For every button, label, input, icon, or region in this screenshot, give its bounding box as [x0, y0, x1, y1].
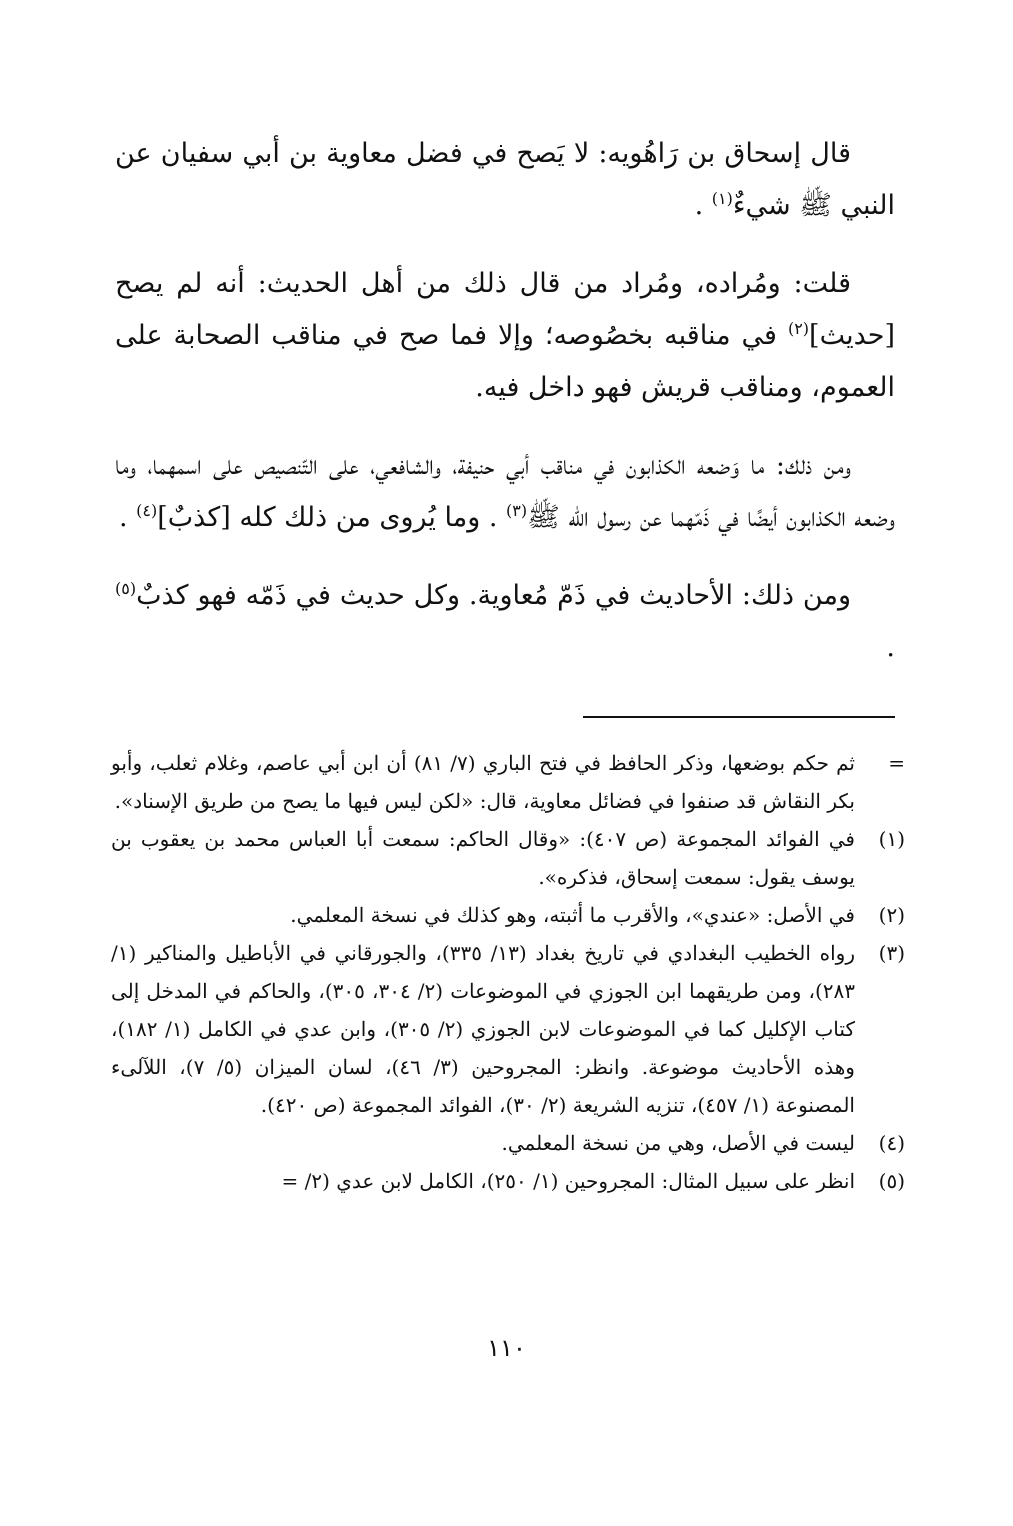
footnote-1 — [111, 820, 905, 896]
footnote-text: في الفوائد المجموعة (ص ٤٠٧): «وقال الحاكم: سمعت أبا العباس محمد بن يعقوب بن يوسف يقول: سمعت إسحاق، فذكره». — [111, 827, 855, 889]
p4-text: ومن ذلك: الأحاديث في ذَمّ مُعاوية. وكل حديث في ذَمّه فهو كذبٌ — [136, 580, 851, 611]
footnote-text: رواه الخطيب البغدادي في تاريخ بغداد (١٣/ ٣٣٥)، والجورقاني في الأباطيل والمناكير (١/ ٢٨٣)، ومن طريقهما ابن الجوزي في الموضوعات (٢/ ٣٠٤، ٣٠٥)، والحاكم في المدخل إلى كتاب الإكليل كما في الموضوعات لابن الجوزي (٢/ ٣٠٥)، وابن عدي في الكامل (١/ ١٨٢)، وهذه الأحاديث موضوعة. وانظر: المجروحين (٣/ ٤٦)، لسان الميزان (٥/ ٧)، اللآلىء المصنوعة (١/ ٤٥٧)، تنزيه الشريعة (٢/ ٣٠)، الفوائد المجموعة (ص ٤٢٠). — [111, 941, 855, 1117]
paragraph-2 — [115, 258, 895, 414]
footnote-divider — [583, 716, 895, 718]
footnote-text: ثم حكم بوضعها، وذكر الحافظ في فتح الباري (٧/ ٨١) أن ابن أبي عاصم، وغلام ثعلب، وأبو بكر النقاش قد صنفوا في فضائل معاوية، قال: «لكن ليس فيها ما يصح من طريق الإسناد». — [111, 751, 855, 813]
p2-text-a: قلت: ومُراده، ومُراد من قال ذلك من أهل الحديث: أنه لم يصح [حديث] — [115, 268, 895, 351]
paragraph-4 — [115, 570, 895, 674]
footnote-3 — [111, 934, 905, 1124]
footnote-number: (٣) — [878, 941, 905, 965]
footnote-text: في الأصل: «عندي»، والأقرب ما أثبته، وهو كذلك في نسخة المعلمي. — [290, 903, 855, 927]
p3-text-b: . وما يُروى من ذلك كله [كذبٌ] — [157, 502, 498, 533]
footnote-4 — [111, 1124, 905, 1162]
footnote-number: = — [888, 751, 905, 775]
footnote-ref-4: (٤) — [136, 501, 158, 520]
p2-text-b: في مناقبه بخصُوصه؛ وإلا فما صح في مناقب الصحابة على العموم، ومناقب قريش فهو داخل فيه. — [115, 320, 895, 403]
main-text — [115, 128, 895, 700]
footnote-number: (٤) — [878, 1131, 905, 1155]
p1-text: قال إسحاق بن رَاهُويه: لا يَصح في فضل معاوية بن أبي سفيان عن النبي ﷺ شيءٌ — [115, 138, 895, 221]
page-number: ١١٠ — [487, 1334, 526, 1362]
footnotes — [111, 744, 905, 1200]
footnote-ref-3: (٣) — [506, 501, 528, 520]
footnote-number: (١) — [878, 827, 905, 851]
paragraph-3 — [115, 440, 895, 544]
footnote-number: (٥) — [878, 1169, 905, 1193]
footnote-2 — [111, 896, 905, 934]
p3-text-a: ومن ذلك: ما وَضعه الكذابون في مناقب أبي حنيفة، والشافعي، على التّنصيص على اسمهما، وما وضعه الكذابون أيضًا في ذَمّهما عن رسول الله ﷺ — [115, 450, 895, 533]
paragraph-1 — [115, 128, 895, 232]
p3-end: . — [118, 502, 128, 533]
footnote-continuation — [111, 744, 905, 820]
footnote-text: انظر على سبيل المثال: المجروحين (١/ ٢٥٠)، الكامل لابن عدي (٢/ = — [281, 1169, 855, 1193]
footnote-5 — [111, 1162, 905, 1200]
footnote-ref-1: (١) — [711, 189, 733, 208]
p1-end: . — [694, 190, 704, 221]
footnote-text: ليست في الأصل، وهي من نسخة المعلمي. — [501, 1131, 855, 1155]
footnote-ref-5: (٥) — [115, 579, 137, 598]
footnote-ref-2: (٢) — [787, 319, 810, 338]
p4-end: . — [886, 632, 895, 663]
footnote-number: (٢) — [878, 903, 905, 927]
